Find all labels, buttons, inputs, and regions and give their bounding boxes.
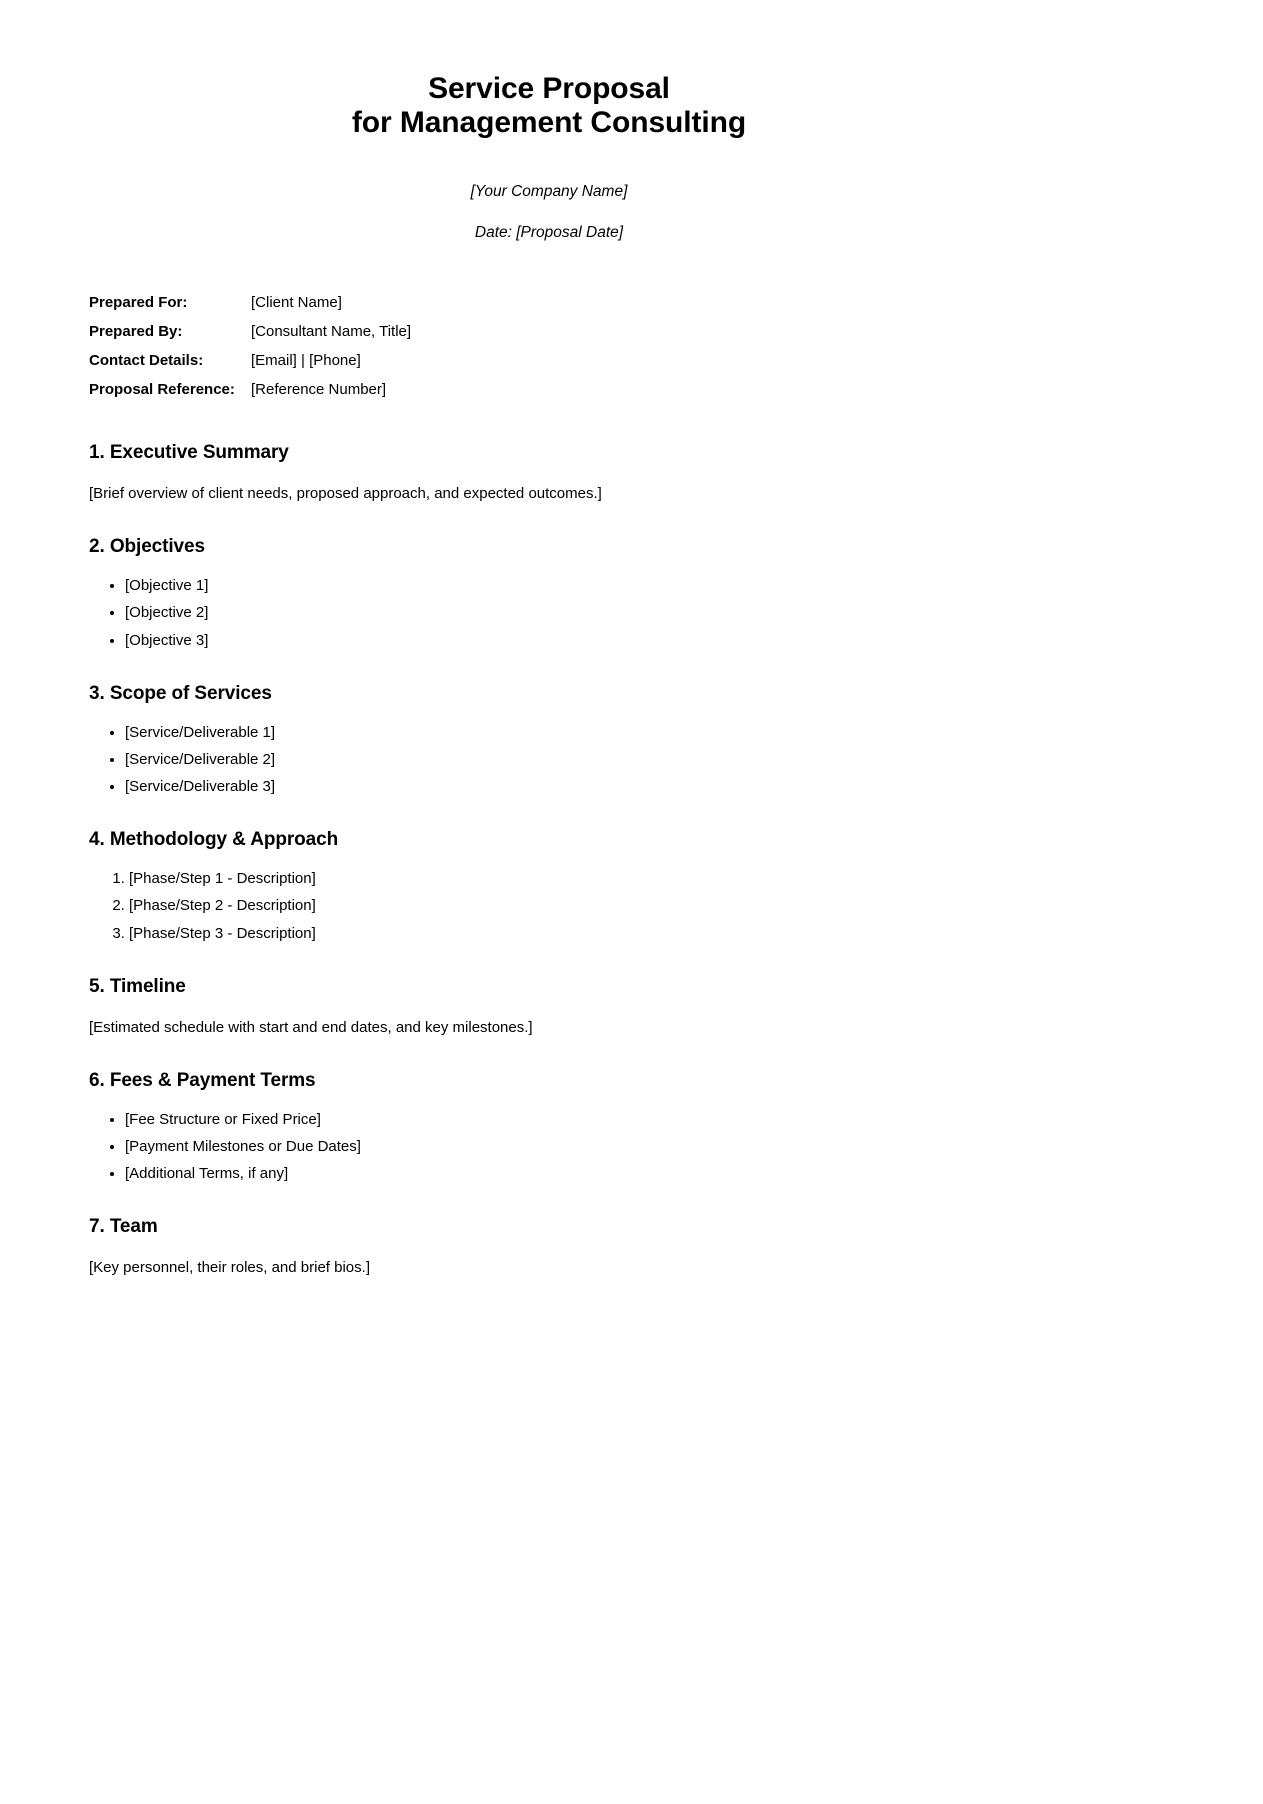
list-item: • [Objective 2] — [125, 603, 1009, 623]
proposal-reference-value: [Reference Number] — [251, 381, 387, 399]
section-heading-executive-summary: 1. Executive Summary — [89, 442, 289, 464]
section-heading-scope-of-services: 3. Scope of Services — [89, 682, 272, 704]
list-item: • [Service/Deliverable 2] — [125, 750, 1009, 770]
prepared-by-label: Prepared By: — [89, 323, 183, 341]
objectives-list — [89, 576, 1009, 651]
list-item: • [Payment Milestones or Due Dates] — [125, 1137, 1009, 1157]
page-title — [89, 72, 1009, 139]
list-item: • [Service/Deliverable 3] — [125, 777, 1009, 797]
list-item: • [Objective 1] — [125, 576, 1009, 596]
table-row — [89, 323, 411, 352]
contact-details-label: Contact Details: — [89, 352, 204, 370]
proposal-metadata-table — [89, 294, 411, 410]
fees-list — [89, 1110, 1009, 1185]
list-item: 3. [Phase/Step 3 - Description] — [129, 924, 1009, 944]
list-item: 2. [Phase/Step 2 - Description] — [129, 896, 1009, 916]
list-item: 1. [Phase/Step 1 - Description] — [129, 869, 1009, 889]
list-item: • [Fee Structure or Fixed Price] — [125, 1110, 1009, 1130]
title-block — [89, 0, 1009, 139]
prepared-by-value: [Consultant Name, Title] — [251, 323, 412, 341]
prepared-for-value: [Client Name] — [251, 294, 342, 312]
section-heading-fees-and-payment-terms: 6. Fees & Payment Terms — [89, 1069, 316, 1091]
section-heading-timeline: 5. Timeline — [89, 975, 186, 997]
title-line-1: Service Proposal — [428, 72, 670, 105]
section-heading-team: 7. Team — [89, 1216, 158, 1238]
section-scope-of-services — [89, 682, 1009, 798]
proposal-reference-label: Proposal Reference: — [89, 381, 235, 399]
scope-of-services-list — [89, 723, 1009, 798]
proposal-date: Date: [Proposal Date] — [474, 224, 624, 242]
table-row — [89, 352, 411, 381]
section-fees-and-payment-terms — [89, 1069, 1009, 1185]
methodology-list — [89, 869, 1009, 944]
section-team — [89, 1215, 1009, 1278]
section-body-team: [Key personnel, their roles, and brief bios.] — [89, 1259, 370, 1277]
section-body-timeline: [Estimated schedule with start and end dates, and key milestones.] — [89, 1018, 533, 1036]
prepared-for-label: Prepared For: — [89, 294, 188, 312]
list-item: • [Additional Terms, if any] — [125, 1164, 1009, 1184]
document-content — [89, 0, 1009, 1278]
section-heading-methodology-and-approach: 4. Methodology & Approach — [89, 829, 339, 851]
table-row — [89, 381, 411, 410]
contact-details-value: [Email] | [Phone] — [251, 352, 361, 370]
company-name: [Your Company Name] — [470, 183, 628, 201]
section-heading-objectives: 2. Objectives — [89, 536, 205, 558]
section-objectives — [89, 535, 1009, 651]
title-line-2: for Management Consulting — [351, 105, 747, 139]
list-item: • [Objective 3] — [125, 631, 1009, 651]
table-row — [89, 294, 411, 323]
section-timeline — [89, 975, 1009, 1038]
section-body-executive-summary: [Brief overview of client needs, proposed approach, and expected outcomes.] — [89, 485, 602, 503]
list-item: • [Service/Deliverable 1] — [125, 723, 1009, 743]
section-methodology-and-approach — [89, 828, 1009, 944]
section-executive-summary — [89, 441, 1009, 504]
